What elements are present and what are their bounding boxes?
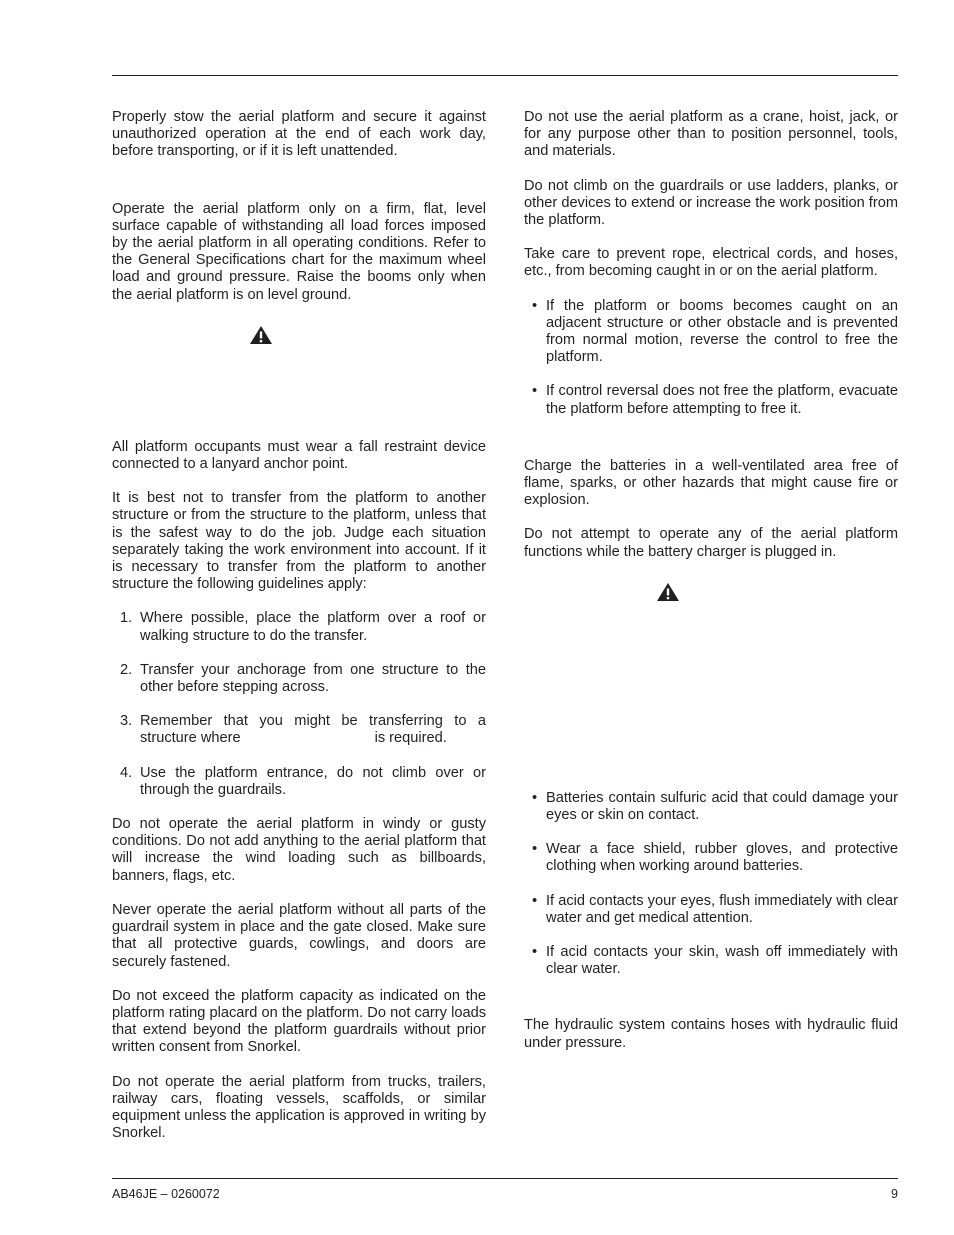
list-item: 1. Where possible, place the platform over a roof or walking structure to do the transfer. (120, 610, 486, 644)
transfer-paragraph: It is best not to transfer from the platform to another structure or from the structure to the platform, unless that is the safest way to do the job. Judge each situation separately taking the work environment into account. If it is necessary to transfer from the platform to another structure the following guidelines apply: (112, 490, 486, 593)
capacity-paragraph: Do not exceed the platform capacity as indicated on the platform rating placard on the platform. Do not carry loads that extend beyond the platform guardrails without prior written consent from Snorkel. (112, 987, 486, 1056)
document-id: AB46JE – 0260072 (112, 1187, 220, 1201)
stow-paragraph: Properly stow the aerial platform and secure it against unauthorized operation at the end of each work day, before transporting, or if it is left unattended. (112, 109, 486, 160)
fall-restraint-paragraph: All platform occupants must wear a fall restraint device connected to a lanyard anchor point. (112, 438, 486, 473)
transfer-guidelines-list (112, 610, 486, 799)
page-number: 9 (891, 1187, 898, 1201)
charger-paragraph: Do not attempt to operate any of the aerial platform functions while the battery charger is plugged in. (524, 526, 898, 560)
charge-paragraph: Charge the batteries in a well-ventilated area free of flame, sparks, or other hazards that might cause fire or explosion. (524, 457, 898, 509)
list-item: • Wear a face shield, rubber gloves, and protective clothing when working around batteries. (532, 841, 898, 875)
trucks-paragraph: Do not operate the aerial platform from trucks, trailers, railway cars, floating vessels, scaffolds, or similar equipment unless the application is approved in writing by Snorkel. (112, 1073, 486, 1142)
header-rule (112, 75, 898, 76)
hydraulic-paragraph: The hydraulic system contains hoses with hydraulic fluid under pressure. (524, 1017, 898, 1051)
list-item: • Batteries contain sulfuric acid that could damage your eyes or skin on contact. (532, 789, 898, 824)
list-item: 4. Use the platform entrance, do not climb over or through the guardrails. (120, 764, 486, 798)
left-column (112, 109, 486, 1142)
list-item: 3. Remember that you might be transferring to a structure where is required. (120, 713, 486, 747)
wind-paragraph: Do not operate the aerial platform in windy or gusty conditions. Do not add anything to the aerial platform that will increase the wind loading such as billboards, banners, flags, etc. (112, 816, 486, 884)
list-item: • If control reversal does not free the platform, evacuate the platform before attempting to free it. (532, 383, 898, 417)
level-surface-paragraph: Operate the aerial platform only on a firm, flat, level surface capable of withstanding all load forces imposed by the aerial platform in all operating conditions. Refer to the General Specifications chart for the maximum wheel load and ground pressure. Raise the booms only when the aerial platform is on level ground. (112, 200, 486, 303)
list-item: • If the platform or booms becomes caught on an adjacent structure or other obstacle and is prevented from normal motion, reverse the control to free the platform. (532, 297, 898, 366)
footer-rule (112, 1178, 898, 1179)
battery-bullets (524, 790, 898, 979)
warning-triangle-icon (656, 582, 680, 602)
climb-paragraph: Do not climb on the guardrails or use ladders, planks, or other devices to extend or increase the work position from the platform. (524, 177, 898, 229)
right-column (524, 109, 898, 1052)
caught-bullets (524, 298, 898, 418)
rope-paragraph: Take care to prevent rope, electrical cords, and hoses, etc., from becoming caught in or on the aerial platform. (524, 246, 898, 280)
list-item: • If acid contacts your skin, wash off immediately with clear water. (532, 944, 898, 978)
crane-paragraph: Do not use the aerial platform as a crane, hoist, jack, or for any purpose other than to position personnel, tools, and materials. (524, 109, 898, 160)
list-item: • If acid contacts your eyes, flush immediately with clear water and get medical attention. (532, 892, 898, 926)
warning-triangle-icon (249, 325, 273, 345)
guardrail-paragraph: Never operate the aerial platform without all parts of the guardrail system in place and the gate closed. Make sure that all protective guards, cowlings, and doors are securely fastened. (112, 901, 486, 970)
list-item: 2. Transfer your anchorage from one structure to the other before stepping across. (120, 661, 486, 696)
